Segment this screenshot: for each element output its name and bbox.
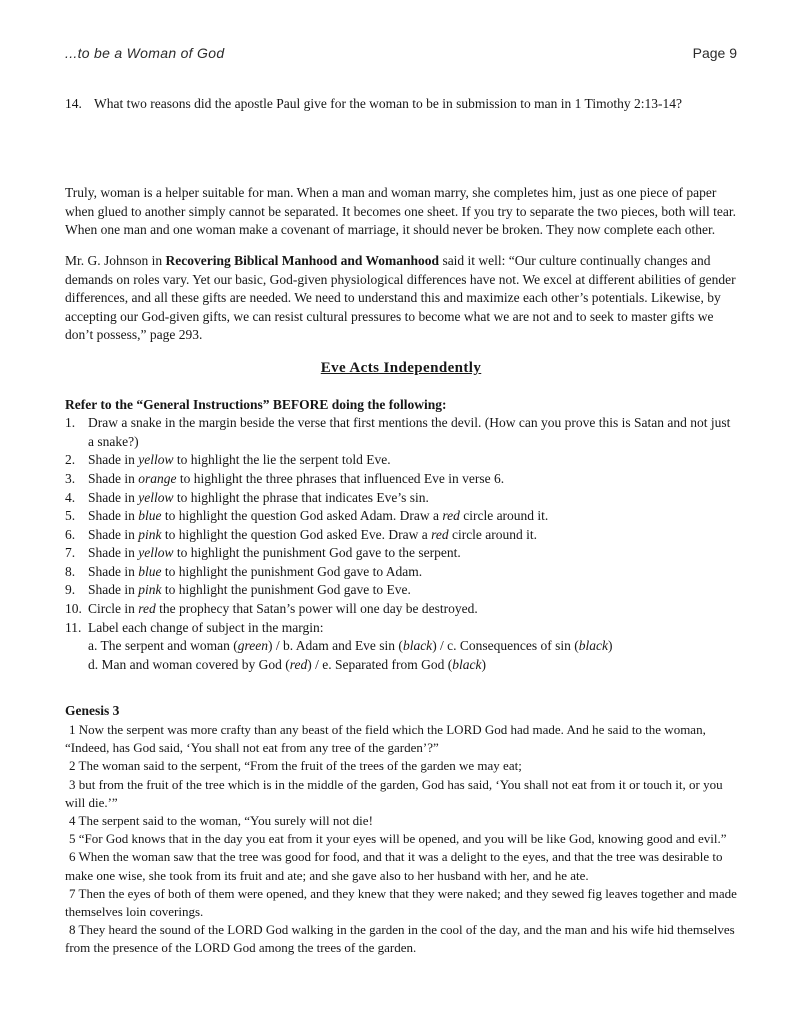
text-segment: red: [289, 656, 308, 672]
text-segment: to highlight the lie the serpent told Eve.: [173, 452, 391, 468]
question-number: 14.: [65, 95, 82, 111]
question-14: [65, 95, 737, 114]
instruction-item: [65, 414, 737, 451]
verse: 8 They heard the sound of the LORD God walking in the garden in the cool of the day, and the man and his wife hid themselves from the presence of the LORD God among the trees of the garden.: [65, 922, 735, 956]
instruction-text: [88, 563, 737, 582]
instruction-number: 2.: [65, 452, 76, 468]
scripture-heading: Genesis 3: [65, 703, 120, 719]
verse: 2 The woman said to the serpent, “From the fruit of the trees of the garden we may eat;: [69, 758, 522, 774]
section-heading: Eve Acts Independently: [320, 359, 482, 376]
text-segment: pink: [138, 582, 162, 598]
text-segment: Shade in: [88, 489, 139, 505]
text-segment: yellow: [138, 452, 174, 468]
page-header: [65, 44, 737, 63]
instruction-item: [65, 581, 737, 600]
text-segment: pink: [138, 526, 162, 542]
instruction-item: [65, 619, 737, 638]
instruction-number: 9.: [65, 582, 76, 598]
instruction-subitem: [65, 656, 737, 675]
scripture-verses: [65, 721, 737, 958]
instruction-item: [65, 563, 737, 582]
instruction-item: [65, 489, 737, 508]
paragraph-johnson-quote: [65, 252, 737, 345]
text-segment: the prophecy that Satan’s power will one day be destroyed.: [155, 601, 478, 617]
instruction-subitem: [65, 637, 737, 656]
verse: 6 When the woman saw that the tree was good for food, and that it was a delight to the eyes, and that the tree was desirable to make one wise, she took from its fruit and ate; and she gave also to her husband with her, and he ate.: [65, 849, 723, 883]
text-segment: red: [442, 508, 460, 524]
instruction-text: [88, 600, 737, 619]
instruction-number: 8.: [65, 563, 76, 579]
text-segment: Shade in: [88, 545, 139, 561]
text-segment: circle around it.: [448, 526, 538, 542]
text-segment: said it well: “Our culture continually changes and demands on roles vary. Yet our basic, God-given physiological differences have not. We excel at different abilities of gender differences, and all these gifts are needed. We need to understand this and maximize each other’s potentials. Likewise, by accepting our God-given gifts, we can resist cultural pressures to become what we are not and to seek to master gifts we don’t possess,” page 293.: [65, 252, 736, 343]
instruction-item: [65, 451, 737, 470]
paragraph-helper-suitable: Truly, woman is a helper suitable for man. When a man and woman marry, she completes him, just as one piece of paper when glued to another simply cannot be separated. It becomes one sheet. If you try to separate the two pieces, both will tear. When one man and one woman make a covenant of marriage, it should never be broken. They now complete each other.: [65, 185, 737, 238]
text-segment: Shade in: [88, 563, 139, 579]
text-segment: to highlight the phrase that indicates Eve’s sin.: [173, 489, 429, 505]
text-segment: Shade in: [88, 526, 139, 542]
text-segment: Shade in: [88, 470, 139, 486]
instruction-text: [88, 526, 737, 545]
text-segment: ) / b. Adam and Eve sin (: [267, 638, 403, 654]
verse: 1 Now the serpent was more crafty than any beast of the field which the LORD God had made. And he said to the woman, “Indeed, has God said, ‘You shall not eat from any tree of the garden’?”: [65, 722, 706, 756]
text-segment: to highlight the three phrases that influenced Eve in verse 6.: [176, 470, 505, 486]
instruction-item: [65, 600, 737, 619]
text-segment: red: [431, 526, 449, 542]
text-segment: to highlight the question God asked Adam. Draw a: [161, 508, 443, 524]
question-text: What two reasons did the apostle Paul give for the woman to be in submission to man in 1 Timothy 2:13-14?: [94, 95, 682, 111]
verse: 7 Then the eyes of both of them were opened, and they knew that they were naked; and they sewed fig leaves together and made themselves loin coverings.: [65, 885, 737, 920]
text-segment: circle around it.: [459, 508, 549, 524]
verse: 3 but from the fruit of the tree which is in the middle of the garden, God has said, ‘You shall not eat from it or touch it, or you will die.’”: [65, 776, 723, 810]
instruction-item: [65, 470, 737, 489]
text-segment: to highlight the punishment God gave to Eve.: [161, 582, 411, 598]
text-segment: to highlight the punishment God gave to Adam.: [161, 563, 423, 579]
instruction-number: 1.: [65, 415, 76, 431]
text-segment: orange: [138, 470, 177, 486]
instruction-number: 5.: [65, 508, 76, 524]
text-segment: Mr. G. Johnson in: [65, 252, 166, 268]
instruction-item: [65, 526, 737, 545]
text-segment: to highlight the question God asked Eve. Draw a: [161, 526, 432, 542]
text-segment: ) / c. Consequences of sin (: [432, 638, 579, 654]
verse: 4 The serpent said to the woman, “You surely will not die!: [69, 813, 373, 829]
text-segment: ): [608, 638, 613, 654]
instruction-text: [88, 414, 737, 451]
instruction-number: 6.: [65, 526, 76, 542]
document-title: ...to be a Woman of God: [65, 45, 225, 61]
instruction-subtext: [88, 656, 737, 675]
text-segment: Shade in: [88, 452, 139, 468]
instruction-text: [88, 544, 737, 563]
text-segment: Label each change of subject in the margin:: [88, 619, 324, 635]
instructions-intro: Refer to the “General Instructions” BEFORE doing the following:: [65, 396, 447, 412]
text-segment: green: [237, 638, 268, 654]
text-segment: Shade in: [88, 508, 139, 524]
instruction-item: [65, 544, 737, 563]
instruction-text: [88, 451, 737, 470]
instruction-number: 4.: [65, 489, 76, 505]
instruction-number: 3.: [65, 470, 76, 486]
instruction-text: [88, 581, 737, 600]
instruction-item: [65, 507, 737, 526]
text-segment: a. The serpent and woman (: [88, 638, 238, 654]
instruction-number: 10.: [65, 601, 82, 617]
instruction-subtext: [88, 637, 737, 656]
text-segment: red: [138, 601, 156, 617]
text-segment: black: [402, 638, 433, 654]
text-segment: blue: [138, 508, 162, 524]
scripture-block: [65, 702, 737, 957]
verse: 5 “For God knows that in the day you eat from it your eyes will be opened, and you will be like God, knowing good and evil.”: [69, 831, 727, 847]
text-segment: d. Man and woman covered by God (: [88, 656, 290, 672]
text-segment: blue: [138, 563, 162, 579]
text-segment: Circle in: [88, 601, 139, 617]
text-segment: black: [452, 656, 482, 672]
text-segment: yellow: [138, 489, 174, 505]
page-number: Page 9: [692, 45, 737, 61]
text-segment: Recovering Biblical Manhood and Womanhood: [165, 252, 440, 268]
instruction-number: 7.: [65, 545, 76, 561]
instruction-list: [65, 414, 737, 674]
text-segment: to highlight the punishment God gave to the serpent.: [173, 545, 461, 561]
text-segment: ) / e. Separated from God (: [307, 656, 453, 672]
text-segment: ): [481, 656, 487, 672]
instruction-text: [88, 619, 737, 638]
text-segment: yellow: [138, 545, 174, 561]
instruction-text: [88, 507, 737, 526]
instruction-text: [88, 489, 737, 508]
text-segment: black: [578, 638, 609, 654]
text-segment: Draw a snake in the margin beside the verse that first mentions the devil. (How can you prove this is Satan and not just a snake?): [88, 415, 731, 449]
instruction-text: [88, 470, 737, 489]
instruction-number: 11.: [65, 619, 82, 635]
text-segment: Shade in: [88, 582, 139, 598]
